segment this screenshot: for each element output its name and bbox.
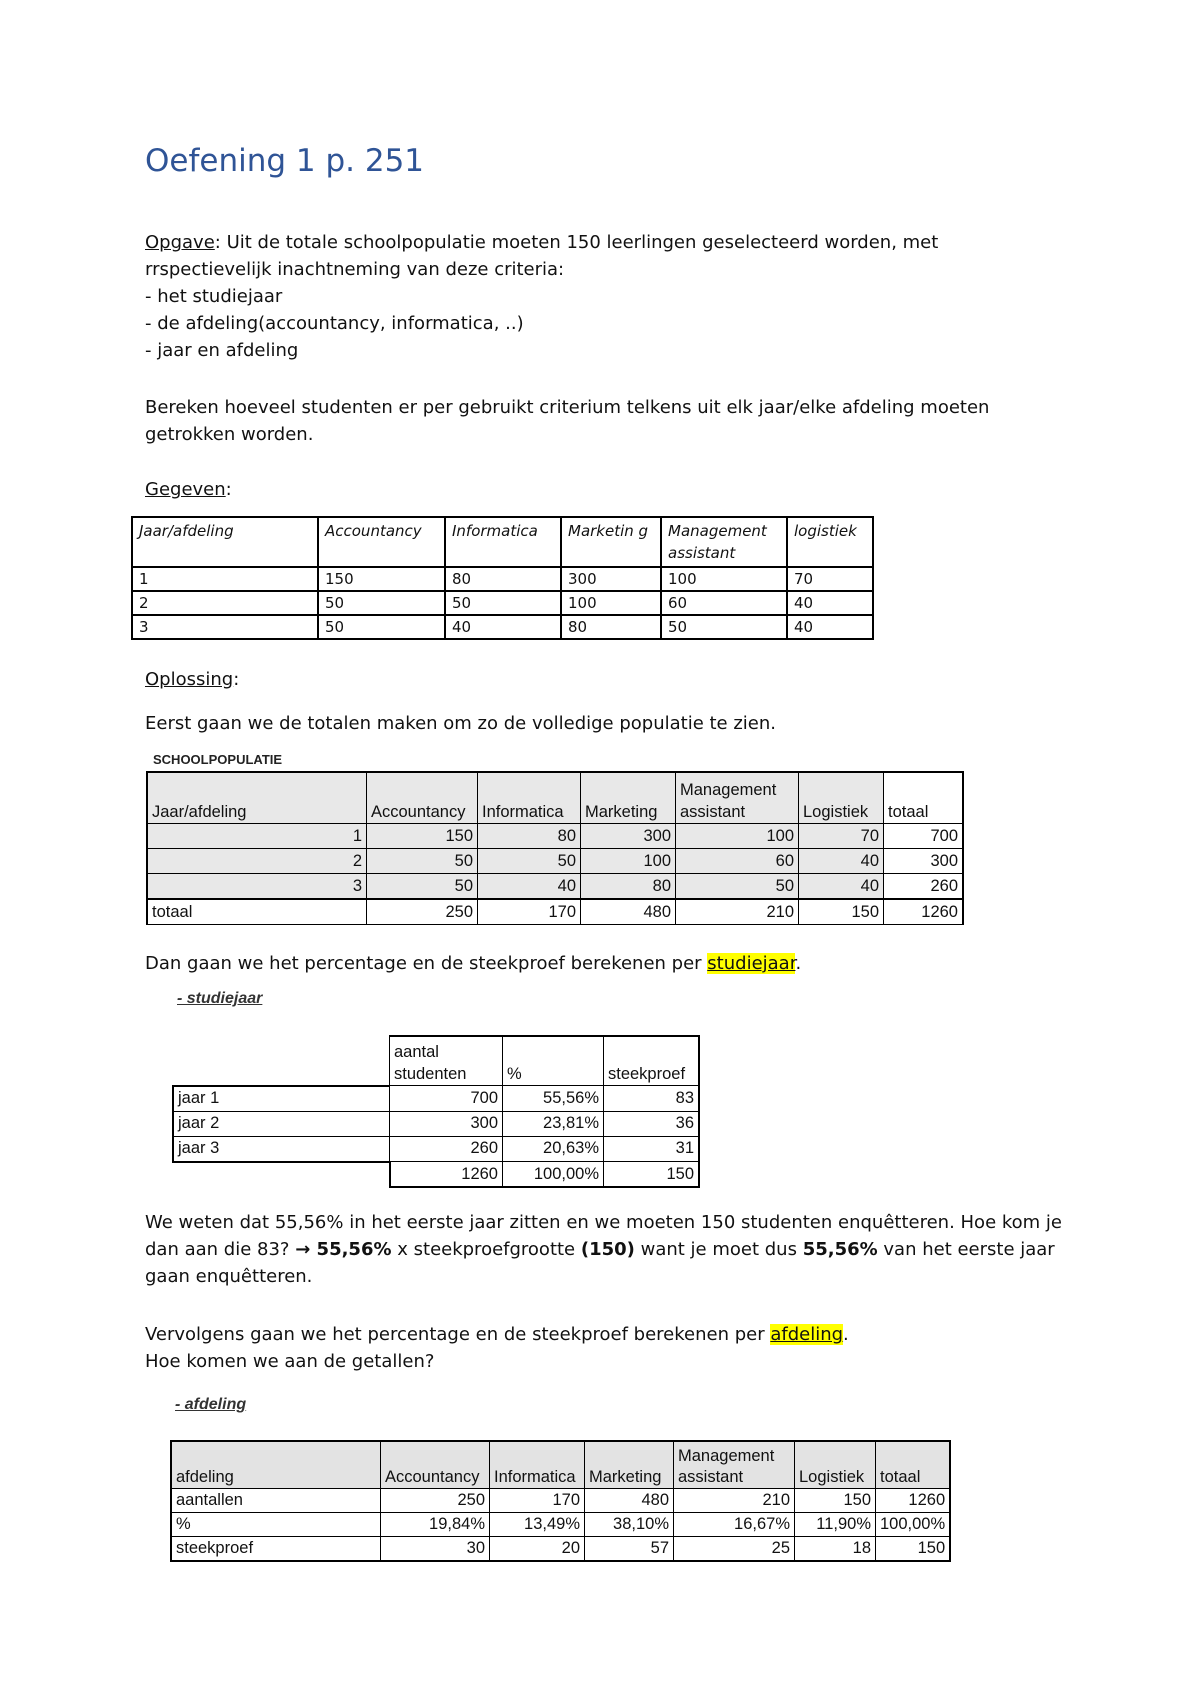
table-row <box>173 1111 699 1136</box>
table-cell: 25 <box>674 1537 795 1562</box>
table-cell: 50 <box>661 615 787 639</box>
table-cell: 13,49% <box>490 1513 585 1537</box>
studiejaar-intro-text: Dan gaan we het percentage en de steekproef berekenen per <box>145 953 708 974</box>
uitleg-bold: (150) <box>580 1239 635 1260</box>
table-cell: % <box>171 1513 381 1537</box>
schoolpopulatie-caption: SCHOOLPOPULATIE <box>153 752 283 767</box>
oplossing-colon: : <box>233 669 240 690</box>
table-cell: 70 <box>787 567 873 591</box>
table-row <box>171 1537 950 1562</box>
bereken-block <box>145 394 989 448</box>
table-cell: 50 <box>318 615 445 639</box>
header-cell: totaal <box>884 772 964 824</box>
table-row <box>171 1489 950 1513</box>
table-row <box>132 567 873 591</box>
schoolpopulatie-table <box>146 771 964 925</box>
header-cell: Accountancy <box>318 517 445 567</box>
afdeling-subtitle: - afdeling <box>175 1396 247 1413</box>
table-row <box>147 874 963 900</box>
table-cell: 300 <box>581 824 676 849</box>
table-cell: 11,90% <box>795 1513 876 1537</box>
table-cell: 40 <box>478 874 581 900</box>
table-row <box>132 615 873 639</box>
table-cell: 1 <box>132 567 318 591</box>
table-cell: 40 <box>799 849 884 874</box>
header-cell: steekproef <box>604 1036 700 1086</box>
table-cell: 50 <box>367 874 478 900</box>
table-cell: 480 <box>585 1489 674 1513</box>
header-cell: Marketing <box>585 1441 674 1489</box>
table-cell: 210 <box>676 899 799 925</box>
oplossing-intro: Eerst gaan we de totalen maken om zo de volledige populatie te zien. <box>145 713 777 734</box>
table-cell: 210 <box>674 1489 795 1513</box>
gegeven-heading <box>145 476 232 503</box>
table-row <box>173 1136 699 1162</box>
uitleg-line: We weten dat 55,56% in het eerste jaar zitten en we moeten 150 studenten enquêtteren. Hoe kom je <box>145 1212 1062 1233</box>
table-cell: 170 <box>490 1489 585 1513</box>
table-row <box>171 1513 950 1537</box>
gegeven-label: Gegeven <box>145 479 226 500</box>
table-cell: 50 <box>445 591 561 615</box>
oplossing-heading <box>145 666 239 693</box>
table-cell: 3 <box>147 874 367 900</box>
header-cell: Marketin g <box>561 517 661 567</box>
table-cell: aantallen <box>171 1489 381 1513</box>
header-cell: Marketing <box>581 772 676 824</box>
table-cell: 300 <box>390 1111 503 1136</box>
table-cell: 150 <box>367 824 478 849</box>
bereken-line: Bereken hoeveel studenten er per gebruikt criterium telkens uit elk jaar/elke afdeling moeten <box>145 397 990 418</box>
table-cell: 1260 <box>884 899 964 925</box>
table-total-row <box>147 899 963 925</box>
table-cell: 250 <box>381 1489 490 1513</box>
table-cell: 2 <box>132 591 318 615</box>
table-cell: 40 <box>445 615 561 639</box>
table-cell: 80 <box>478 824 581 849</box>
afdeling-table <box>170 1440 951 1562</box>
table-cell: 50 <box>318 591 445 615</box>
table-cell: steekproef <box>171 1537 381 1562</box>
oplossing-label: Oplossing <box>145 669 234 690</box>
table-cell: 150 <box>795 1489 876 1513</box>
afdeling-highlight: afdeling <box>770 1324 844 1345</box>
table-cell: jaar 2 <box>173 1111 390 1136</box>
table-cell: 80 <box>445 567 561 591</box>
table-cell: 100,00% <box>503 1162 604 1188</box>
table-cell: 18 <box>795 1537 876 1562</box>
header-cell: Logistiek <box>795 1441 876 1489</box>
table-row <box>147 824 963 849</box>
table-cell: 2 <box>147 849 367 874</box>
table-header-row <box>173 1036 699 1086</box>
table-cell: 80 <box>581 874 676 900</box>
table-cell: 50 <box>367 849 478 874</box>
table-cell: 260 <box>390 1136 503 1162</box>
table-cell: 150 <box>604 1162 700 1188</box>
table-cell: 100 <box>581 849 676 874</box>
bereken-line: getrokken worden. <box>145 424 314 445</box>
header-cell: Informatica <box>445 517 561 567</box>
table-cell: 20 <box>490 1537 585 1562</box>
table-cell <box>173 1162 390 1188</box>
uitleg-text: dan aan die 83? <box>145 1239 296 1260</box>
table-cell: 80 <box>561 615 661 639</box>
table-total-row <box>173 1162 699 1188</box>
table-cell: 100,00% <box>876 1513 951 1537</box>
opgave-label: Opgave <box>145 232 215 253</box>
table-cell: totaal <box>147 899 367 925</box>
uitleg-line: gaan enquêtteren. <box>145 1266 313 1287</box>
studiejaar-highlight: studiejaar <box>707 953 796 974</box>
table-cell: 57 <box>585 1537 674 1562</box>
criteria-item: - jaar en afdeling <box>145 340 299 361</box>
table-cell: 38,10% <box>585 1513 674 1537</box>
table-cell: 60 <box>676 849 799 874</box>
table-cell: 700 <box>884 824 964 849</box>
header-cell: Management assistant <box>676 772 799 824</box>
header-cell: % <box>503 1036 604 1086</box>
table-cell: 23,81% <box>503 1111 604 1136</box>
table-row <box>132 591 873 615</box>
header-cell: totaal <box>876 1441 951 1489</box>
table-header-row <box>132 517 873 567</box>
table-cell: 700 <box>390 1086 503 1112</box>
table-cell: 150 <box>876 1537 951 1562</box>
header-cell: Informatica <box>478 772 581 824</box>
table-cell: 300 <box>561 567 661 591</box>
studiejaar-subtitle: - studiejaar <box>177 990 263 1007</box>
table-cell: jaar 3 <box>173 1136 390 1162</box>
header-cell: Jaar/afdeling <box>147 772 367 824</box>
table-row <box>147 849 963 874</box>
table-row <box>173 1086 699 1112</box>
uitleg-text: x steekproefgrootte <box>391 1239 581 1260</box>
table-cell: 70 <box>799 824 884 849</box>
header-cell: Accountancy <box>367 772 478 824</box>
table-cell: 50 <box>478 849 581 874</box>
uitleg-text: want je moet dus <box>634 1239 803 1260</box>
uitleg-block <box>145 1209 1062 1290</box>
arrow-icon: → <box>295 1239 311 1260</box>
uitleg-line <box>145 1236 1062 1263</box>
table-cell: 31 <box>604 1136 700 1162</box>
table-cell: 40 <box>799 874 884 900</box>
table-cell: 250 <box>367 899 478 925</box>
table-header-row <box>147 772 963 824</box>
uitleg-bold: 55,56% <box>310 1239 392 1260</box>
table-cell: 40 <box>787 591 873 615</box>
table-cell: jaar 1 <box>173 1086 390 1112</box>
table-cell: 300 <box>884 849 964 874</box>
header-cell: afdeling <box>171 1441 381 1489</box>
studiejaar-table <box>172 1035 700 1188</box>
opgave-text-1: : Uit de totale schoolpopulatie moeten 150 leerlingen geselecteerd worden, met <box>214 232 939 253</box>
table-cell: 480 <box>581 899 676 925</box>
table-cell: 1 <box>147 824 367 849</box>
header-cell: Accountancy <box>381 1441 490 1489</box>
table-cell: 36 <box>604 1111 700 1136</box>
header-cell: Jaar/afdeling <box>132 517 318 567</box>
afdeling-intro-period: . <box>843 1324 849 1345</box>
table-cell: 19,84% <box>381 1513 490 1537</box>
table-cell: 20,63% <box>503 1136 604 1162</box>
table-cell: 260 <box>884 874 964 900</box>
table-cell: 83 <box>604 1086 700 1112</box>
page-title: Oefening 1 p. 251 <box>145 143 425 179</box>
table-cell: 50 <box>676 874 799 900</box>
table-cell: 100 <box>661 567 787 591</box>
criteria-item: - de afdeling(accountancy, informatica, ..) <box>145 313 524 334</box>
studiejaar-intro <box>145 950 801 977</box>
table-cell: 170 <box>478 899 581 925</box>
table-cell: 30 <box>381 1537 490 1562</box>
gegeven-colon: : <box>225 479 232 500</box>
table-cell: 60 <box>661 591 787 615</box>
table-cell: 16,67% <box>674 1513 795 1537</box>
header-cell: Management assistant <box>661 517 787 567</box>
afdeling-intro <box>145 1321 849 1375</box>
table-cell: 100 <box>561 591 661 615</box>
table-cell: 3 <box>132 615 318 639</box>
criteria-item: - het studiejaar <box>145 286 283 307</box>
table-cell: 150 <box>318 567 445 591</box>
header-cell: Logistiek <box>799 772 884 824</box>
header-cell: Informatica <box>490 1441 585 1489</box>
uitleg-text: van het eerste jaar <box>877 1239 1055 1260</box>
opgave-block <box>145 229 938 364</box>
gegeven-table <box>131 516 874 640</box>
table-cell: 100 <box>676 824 799 849</box>
table-cell: 1260 <box>390 1162 503 1188</box>
table-header-row <box>171 1441 950 1489</box>
table-cell: 1260 <box>876 1489 951 1513</box>
uitleg-bold: 55,56% <box>802 1239 878 1260</box>
table-cell: 55,56% <box>503 1086 604 1112</box>
header-cell: logistiek <box>787 517 873 567</box>
table-cell: 40 <box>787 615 873 639</box>
afdeling-question: Hoe komen we aan de getallen? <box>145 1351 435 1372</box>
opgave-text-2: rrspectievelijk inachtneming van deze criteria: <box>145 259 565 280</box>
table-cell: 150 <box>799 899 884 925</box>
afdeling-intro-text: Vervolgens gaan we het percentage en de steekproef berekenen per <box>145 1324 771 1345</box>
studiejaar-intro-period: . <box>795 953 802 974</box>
header-cell: aantal studenten <box>390 1036 503 1086</box>
header-cell: Management assistant <box>674 1441 795 1489</box>
header-cell <box>173 1036 390 1086</box>
